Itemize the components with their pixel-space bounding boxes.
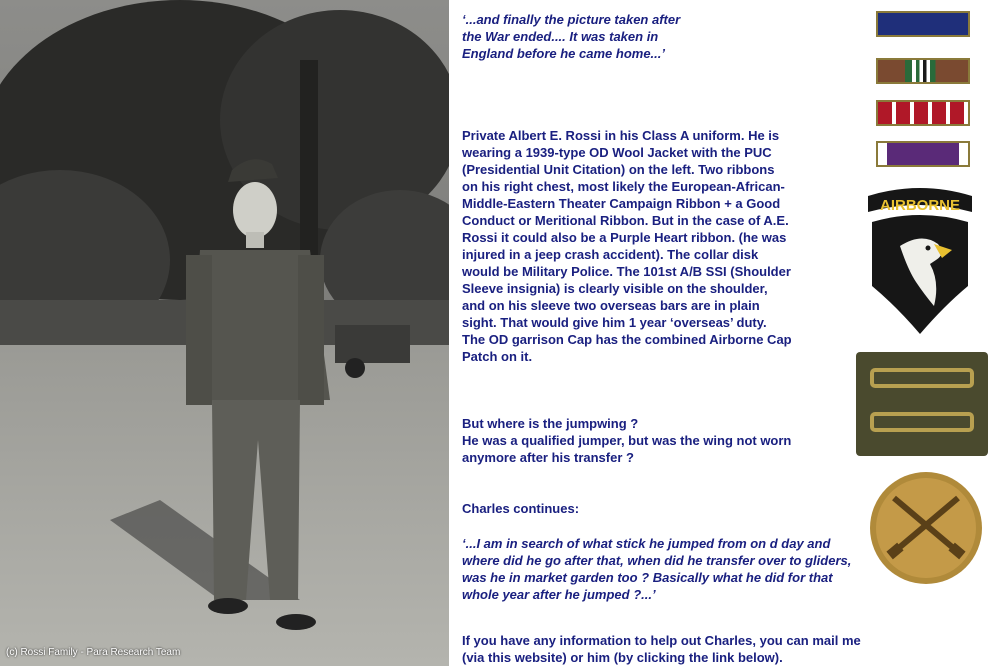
soldier-photo — [0, 0, 449, 666]
question-line-2: He was a qualified jumper, but was the wing not worn anymore after his transfer ? — [462, 433, 792, 465]
description-paragraph: Private Albert E. Rossi in his Class A uniform. He is wearing a 1939-type OD Wool Jacket with the PUC (Presidential Unit Citation) on the left. Two ribbons on his right chest, most likely the European-African-Middle-Eastern Theater Campaign Ribbon + a Good Conduct or Meritional Ribbon. But in the case of A.E. Rossi it could also be a Purple Heart ribbon. (he was injured in a jeep crash accident). The collar disk would be Military Police. The 101st A/B SSI (Shoulder Sleeve insignia) is clearly visible on the shoulder, and on his sleeve two overseas bars are in plain sight. That would give him 1 year ‘overseas’ duty. The OD garrison Cap has the combined Airborne Cap Patch on it. — [462, 128, 792, 364]
good-conduct-ribbon — [876, 100, 970, 126]
military-police-collar-disk — [868, 470, 984, 586]
overseas-bars — [856, 352, 988, 456]
footer-note: If you have any information to help out Charles, you can mail me (via this website) or him (by clicking the link below). — [462, 633, 861, 665]
photo-illustration — [0, 0, 449, 666]
purple-heart-ribbon — [876, 141, 970, 167]
campaign-ribbon — [876, 58, 970, 84]
question-line-1: But where is the jumpwing ? — [462, 416, 639, 431]
puc-ribbon — [876, 11, 970, 37]
intro-quote: ‘...and finally the picture taken after the War ended.... It was taken in England before he came home...’ — [462, 12, 681, 61]
charles-heading: Charles continues: — [462, 501, 580, 516]
photo-credit: (c) Rossi Family - Para Research Team — [6, 647, 181, 658]
jumpwing-question — [462, 415, 792, 466]
charles-quote: ‘...I am in search of what stick he jumped from on d day and where did he go after that, when did he transfer over to gliders, was he in market garden too ? Basically what he did for that whole year after he jumped ?...’ — [462, 536, 852, 602]
airborne-eagle-patch — [860, 186, 980, 336]
patch-tab-text: AIRBORNE — [879, 197, 961, 214]
